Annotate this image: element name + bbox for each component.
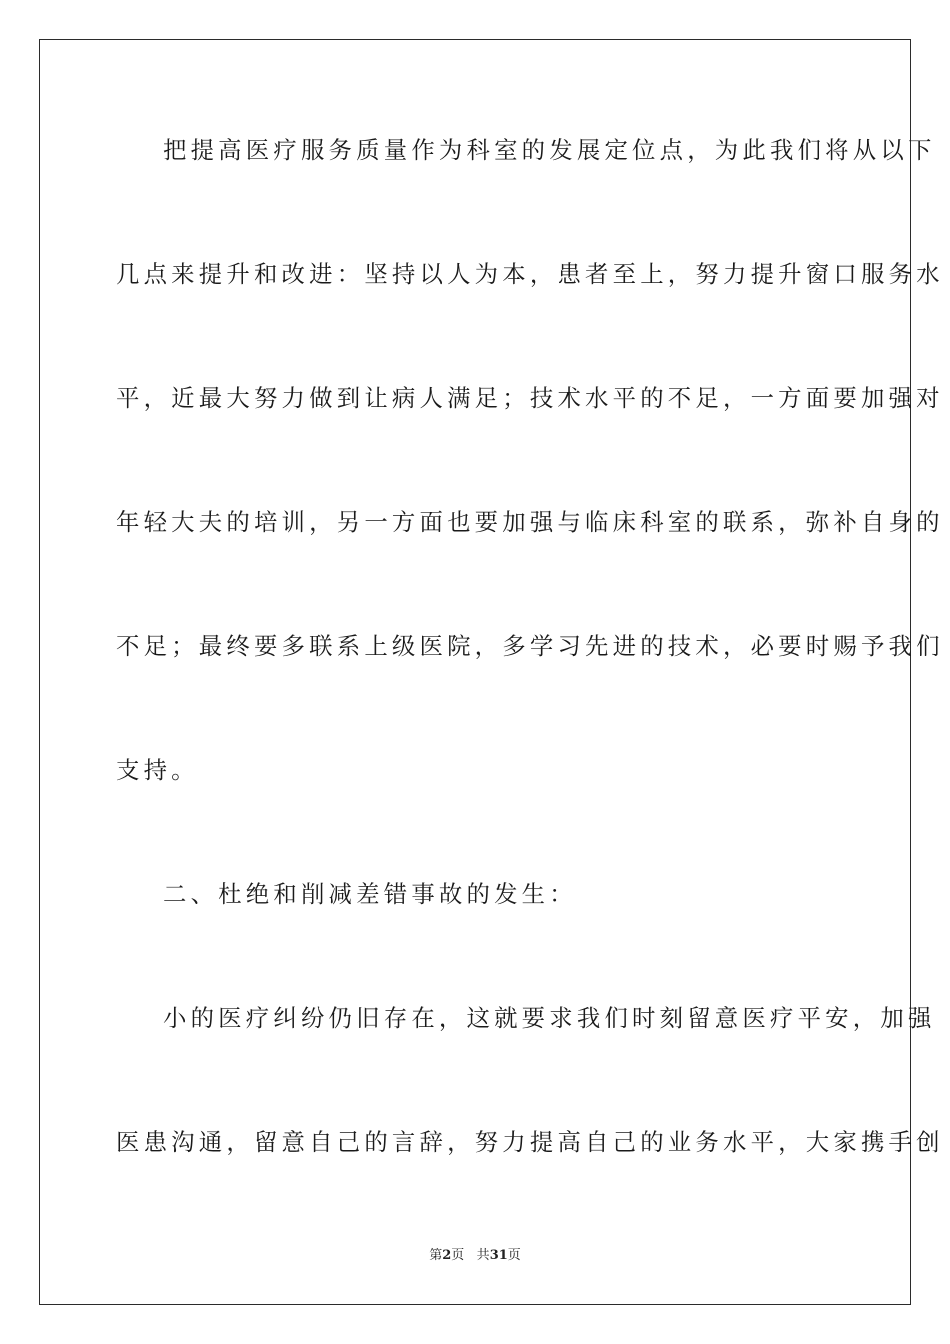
paragraph-line-1: 把提高医疗服务质量作为科室的发展定位点，为此我们将从以下 bbox=[163, 136, 936, 164]
paragraph-line-5: 不足；最终要多联系上级医院，多学习先进的技术，必要时赐予我们 bbox=[116, 632, 944, 660]
section-heading: 二、杜绝和削减差错事故的发生： bbox=[163, 880, 577, 908]
total-prefix: 共 bbox=[476, 1248, 490, 1263]
paragraph-line-7: 小的医疗纠纷仍旧存在，这就要求我们时刻留意医疗平安，加强 bbox=[163, 1004, 936, 1032]
total-pages: 31 bbox=[489, 1248, 508, 1263]
page-number: 2 bbox=[442, 1248, 452, 1263]
paragraph-line-4: 年轻大夫的培训，另一方面也要加强与临床科室的联系，弥补自身的 bbox=[116, 508, 944, 536]
paragraph-line-3: 平，近最大努力做到让病人满足；技术水平的不足，一方面要加强对 bbox=[116, 384, 944, 412]
page-border bbox=[39, 39, 944, 1305]
paragraph-line-6: 支持。 bbox=[116, 756, 199, 784]
paragraph-line-8: 医患沟通，留意自己的言辞，努力提高自己的业务水平，大家携手创 bbox=[116, 1128, 944, 1156]
total-suffix: 页 bbox=[507, 1248, 521, 1263]
paragraph-line-2: 几点来提升和改进：坚持以人为本，患者至上，努力提升窗口服务水 bbox=[116, 260, 944, 288]
page-suffix: 页 bbox=[451, 1248, 465, 1263]
page-footer bbox=[0, 1247, 950, 1265]
page-prefix: 第 bbox=[429, 1248, 443, 1263]
